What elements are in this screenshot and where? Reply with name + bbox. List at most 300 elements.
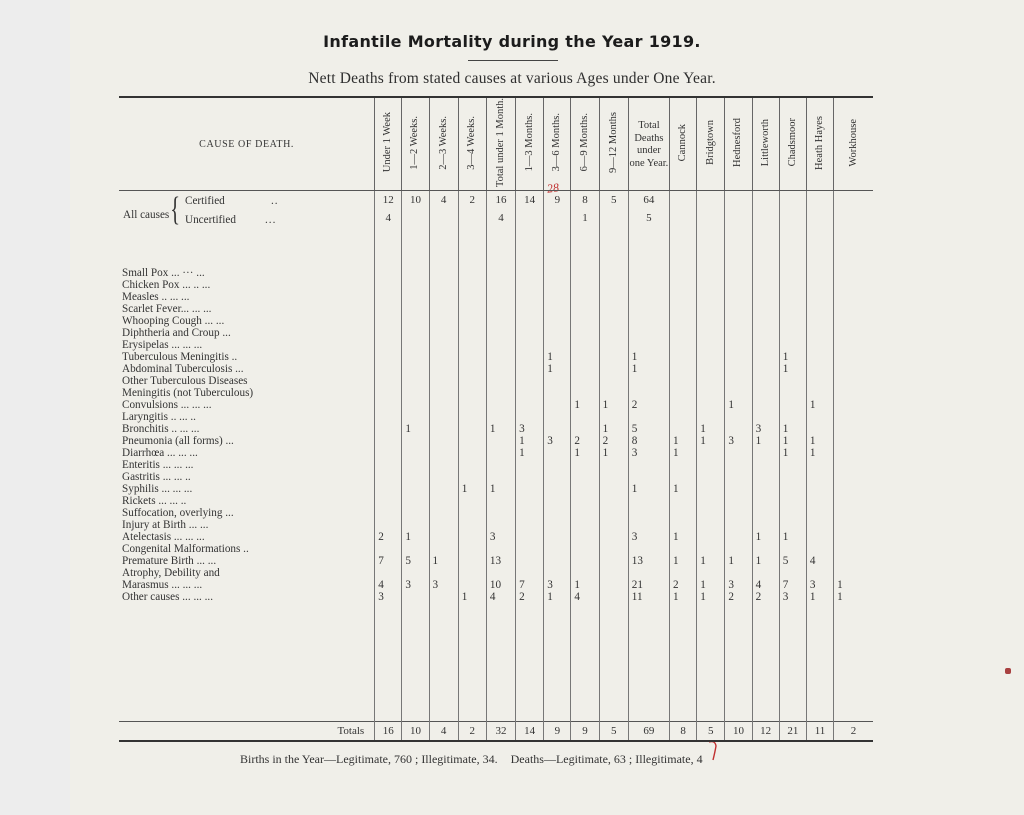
cause-value — [516, 363, 543, 375]
value-column — [599, 251, 628, 722]
certified-value — [697, 191, 724, 209]
cause-value — [430, 399, 458, 411]
cause-value — [629, 267, 669, 279]
cause-value: 7 — [782, 579, 789, 592]
cause-value — [834, 375, 873, 387]
cause-value — [430, 483, 458, 495]
district-column-header — [670, 97, 697, 191]
cause-value — [430, 387, 458, 399]
cause-value — [516, 495, 543, 507]
cause-value — [571, 531, 598, 543]
cause-value: 2 — [673, 579, 679, 592]
cause-value: 1 — [574, 399, 581, 412]
cause-value — [753, 543, 779, 555]
cause-value — [402, 339, 428, 351]
cause-value — [459, 279, 486, 291]
cause-value: 1 — [782, 351, 789, 364]
cause-value: 1 — [837, 591, 843, 604]
age-column-header — [458, 97, 486, 191]
cause-value — [780, 543, 806, 555]
cause-value: 1 — [837, 579, 843, 592]
cause-value — [725, 483, 751, 495]
cause-value — [697, 315, 724, 327]
cause-value — [697, 471, 724, 483]
cause-value — [571, 279, 598, 291]
cause-label: Tuberculous Meningitis .. — [122, 351, 238, 364]
cause-value — [753, 363, 779, 375]
cause-value — [430, 471, 458, 483]
cause-value — [487, 339, 515, 351]
cause-value — [487, 447, 515, 459]
cause-value: 4 — [574, 591, 581, 604]
certified-value: 2 — [469, 194, 476, 207]
cause-value: 1 — [574, 579, 581, 592]
cause-value — [544, 327, 570, 339]
cause-value — [807, 519, 833, 531]
cause-value — [670, 399, 696, 411]
cause-value — [670, 315, 696, 327]
cause-value — [670, 375, 696, 387]
uncertified-value: 1 — [582, 212, 588, 225]
cause-value — [780, 567, 806, 579]
cause-value — [459, 339, 486, 351]
cause-value: 1 — [782, 423, 789, 436]
cause-value — [571, 543, 598, 555]
cause-value — [487, 543, 515, 555]
total-value: 21 — [779, 722, 806, 742]
cause-value — [780, 315, 806, 327]
certified-value: 16 — [495, 194, 507, 207]
district-column-label: Hednesford — [732, 118, 744, 168]
cause-value — [430, 327, 458, 339]
cause-value — [459, 399, 486, 411]
value-column — [458, 251, 486, 722]
cause-value — [544, 423, 570, 435]
age-column-label: Total under 1 Month. — [494, 98, 506, 188]
cause-value: 1 — [405, 531, 411, 544]
cause-value — [600, 363, 628, 375]
cause-value — [544, 267, 570, 279]
value-column — [375, 251, 402, 722]
cause-value — [670, 567, 696, 579]
cause-value — [430, 591, 458, 603]
cause-value — [670, 267, 696, 279]
cause-value — [725, 459, 751, 471]
cause-value — [780, 399, 806, 411]
cause-label: Small Pox ... ··· ... — [122, 267, 205, 280]
cause-value — [430, 363, 458, 375]
cause-value — [487, 303, 515, 315]
cause-value — [753, 567, 779, 579]
cause-value: 7 — [519, 579, 525, 592]
cause-value — [629, 327, 669, 339]
district-column-label: Bridgtown — [704, 120, 716, 165]
cause-value — [459, 375, 486, 387]
cause-value — [516, 279, 543, 291]
cause-value — [753, 471, 779, 483]
cause-value — [834, 303, 873, 315]
cause-value — [544, 387, 570, 399]
cause-value — [571, 411, 598, 423]
cause-value — [697, 363, 724, 375]
cause-value — [430, 279, 458, 291]
age-column-header — [516, 97, 544, 191]
cause-value: 1 — [461, 483, 468, 496]
cause-value: 1 — [673, 435, 679, 448]
cause-value — [753, 459, 779, 471]
cause-value — [725, 471, 751, 483]
age-column-label: 3—6 Months. — [551, 113, 563, 172]
all-causes-value-cell — [402, 191, 429, 252]
cause-value: 1 — [673, 591, 679, 604]
cause-value — [725, 375, 751, 387]
cause-value — [430, 495, 458, 507]
cause-value — [670, 543, 696, 555]
cause-value — [807, 567, 833, 579]
district-column-label: Chadsmoor — [786, 118, 798, 167]
cause-value: 1 — [631, 483, 638, 496]
value-column — [429, 251, 458, 722]
total-value: 12 — [752, 722, 779, 742]
cause-value — [629, 291, 669, 303]
cause-value — [780, 339, 806, 351]
cause-value: 1 — [728, 399, 734, 412]
district-column-header — [834, 97, 873, 191]
cause-value: 1 — [574, 447, 581, 460]
cause-value — [487, 507, 515, 519]
births-summary: Births in the Year—Legitimate, 760 ; Illegitimate, 34. — [240, 752, 498, 766]
value-column — [725, 251, 752, 722]
cause-value — [600, 507, 628, 519]
cause-value — [697, 519, 724, 531]
cause-value — [430, 291, 458, 303]
district-column-label: Cannock — [677, 123, 689, 162]
cause-value — [402, 519, 428, 531]
cause-value — [600, 483, 628, 495]
cause-value — [834, 327, 873, 339]
cause-value — [670, 387, 696, 399]
cause-value — [487, 471, 515, 483]
cause-value — [697, 483, 724, 495]
cause-value — [402, 279, 428, 291]
cause-value — [571, 375, 598, 387]
all-causes-value-cell — [725, 191, 752, 252]
cause-value — [834, 531, 873, 543]
cause-value — [375, 519, 401, 531]
cause-value — [600, 459, 628, 471]
cause-value — [780, 411, 806, 423]
cause-value — [459, 447, 486, 459]
all-causes-value-cell — [670, 191, 697, 252]
district-column-header — [697, 97, 725, 191]
cause-value — [670, 279, 696, 291]
cause-value — [571, 555, 598, 567]
cause-value — [600, 543, 628, 555]
document-title: Infantile Mortality during the Year 1919. — [323, 32, 701, 51]
cause-value: 4 — [755, 579, 762, 592]
total-value: 5 — [697, 722, 725, 742]
cause-value — [402, 315, 428, 327]
age-column-header — [571, 97, 599, 191]
cause-value: 1 — [700, 555, 706, 568]
cause-value — [753, 303, 779, 315]
cause-value — [430, 423, 458, 435]
certified-value — [807, 191, 833, 209]
brace-symbol: { — [170, 191, 181, 229]
cause-value — [670, 519, 696, 531]
cause-value — [516, 567, 543, 579]
cause-value — [697, 267, 724, 279]
cause-value — [571, 459, 598, 471]
cause-value — [516, 375, 543, 387]
cause-value — [375, 411, 401, 423]
uncertified-value — [430, 209, 458, 227]
cause-label: Suffocation, overlying ... — [122, 507, 234, 520]
cause-value — [629, 471, 669, 483]
cause-value — [753, 315, 779, 327]
cause-value: 3 — [755, 423, 762, 436]
cause-value — [459, 471, 486, 483]
cause-value — [459, 303, 486, 315]
cause-value — [629, 495, 669, 507]
cause-value — [670, 291, 696, 303]
cause-value — [430, 351, 458, 363]
cause-value — [807, 363, 833, 375]
document-subtitle: Nett Deaths from stated causes at various Ages under One Year. — [308, 70, 716, 87]
cause-value — [544, 339, 570, 351]
total-value: 9 — [544, 722, 571, 742]
cause-value — [487, 387, 515, 399]
total-value: 4 — [429, 722, 458, 742]
cause-value — [487, 399, 515, 411]
cause-value — [544, 519, 570, 531]
total-value: 9 — [571, 722, 599, 742]
cause-value — [375, 303, 401, 315]
cause-value: 1 — [519, 447, 525, 460]
cause-label: Other causes ... ... ... — [122, 591, 214, 604]
cause-value — [600, 315, 628, 327]
cause-value: 1 — [461, 591, 468, 604]
cause-value: 3 — [519, 423, 525, 436]
cause-value: 5 — [782, 555, 789, 568]
total-deaths-label: Total Deaths under one Year. — [629, 120, 669, 169]
cause-value — [430, 459, 458, 471]
cause-value — [600, 303, 628, 315]
cause-value — [780, 507, 806, 519]
cause-value: 1 — [405, 423, 411, 436]
cause-value — [402, 411, 428, 423]
uncertified-value — [780, 209, 806, 227]
cause-value: 3 — [809, 579, 816, 592]
cause-value — [753, 411, 779, 423]
cause-value — [600, 567, 628, 579]
cause-value — [753, 507, 779, 519]
cause-value — [629, 339, 669, 351]
cause-value: 3 — [405, 579, 411, 592]
title-rule — [468, 60, 558, 61]
cause-value — [807, 495, 833, 507]
cause-value — [807, 411, 833, 423]
cause-value: 1 — [809, 399, 816, 412]
cause-label: Gastritis ... ... .. — [122, 471, 191, 484]
cause-value — [430, 411, 458, 423]
cause-value — [487, 315, 515, 327]
cause-value — [807, 291, 833, 303]
cause-value: 1 — [755, 435, 762, 448]
cause-label: Chicken Pox ... .. ... — [122, 279, 211, 292]
all-causes-value-cell — [544, 191, 571, 252]
uncertified-value: 5 — [646, 212, 652, 225]
cause-value — [629, 567, 669, 579]
certified-value: 5 — [610, 194, 617, 207]
cause-label: Injury at Birth ... ... — [122, 519, 209, 532]
cause-value — [670, 363, 696, 375]
cause-value — [600, 519, 628, 531]
age-column-header — [486, 97, 515, 191]
cause-label: Erysipelas ... ... ... — [122, 339, 203, 352]
cause-value — [402, 543, 428, 555]
cause-value — [487, 495, 515, 507]
cause-value: 2 — [602, 435, 609, 448]
cause-value — [375, 399, 401, 411]
cause-value — [753, 339, 779, 351]
cause-value — [402, 459, 428, 471]
total-value: 32 — [486, 722, 515, 742]
cause-value — [600, 591, 628, 603]
cause-value — [600, 555, 628, 567]
cause-value — [697, 291, 724, 303]
cause-value — [430, 543, 458, 555]
cause-value: 1 — [700, 591, 706, 604]
cause-value — [430, 315, 458, 327]
cause-value — [807, 279, 833, 291]
cause-value — [402, 387, 428, 399]
cause-value — [459, 351, 486, 363]
cause-value — [375, 291, 401, 303]
cause-value — [600, 531, 628, 543]
cause-value — [544, 567, 570, 579]
cause-value: 1 — [432, 555, 439, 568]
cause-value — [807, 483, 833, 495]
cause-value — [571, 315, 598, 327]
cause-value — [600, 291, 628, 303]
cause-value — [375, 279, 401, 291]
cause-value — [571, 267, 598, 279]
total-value: 16 — [375, 722, 402, 742]
uncertified-value — [670, 209, 696, 227]
cause-value — [725, 351, 751, 363]
cause-value — [834, 279, 873, 291]
cause-value — [697, 459, 724, 471]
cause-value — [544, 495, 570, 507]
total-value: 10 — [725, 722, 752, 742]
all-causes-value-cell — [779, 191, 806, 252]
cause-value: 1 — [700, 423, 706, 436]
cause-value — [697, 411, 724, 423]
cause-value: 1 — [673, 447, 679, 460]
certified-value — [670, 191, 696, 209]
cause-label: Bronchitis .. ... ... — [122, 423, 200, 436]
cause-value — [807, 531, 833, 543]
age-column-label: Under 1 Week — [382, 112, 394, 173]
uncertified-value — [807, 209, 833, 227]
uncertified-value — [725, 209, 751, 227]
cause-value: 13 — [631, 555, 643, 568]
cause-value — [459, 327, 486, 339]
cause-value — [402, 447, 428, 459]
cause-value: 1 — [602, 423, 609, 436]
total-value: 2 — [834, 722, 873, 742]
cause-label: Meningitis (not Tuberculous) — [122, 387, 254, 400]
cause-value — [670, 495, 696, 507]
cause-value — [544, 531, 570, 543]
mortality-table — [119, 96, 873, 742]
cause-label: Pneumonia (all forms) ... — [122, 435, 234, 448]
cause-value — [459, 519, 486, 531]
cause-value — [725, 567, 751, 579]
cause-label: Scarlet Fever... ... ... — [122, 303, 212, 316]
cause-value — [725, 411, 751, 423]
certified-value: 64 — [643, 194, 655, 207]
cause-value — [834, 471, 873, 483]
cause-value — [571, 567, 598, 579]
cause-value: 1 — [809, 591, 816, 604]
cause-value — [487, 267, 515, 279]
cause-value — [834, 363, 873, 375]
cause-value — [753, 519, 779, 531]
cause-value — [516, 315, 543, 327]
cause-value — [375, 567, 401, 579]
value-column — [486, 251, 515, 722]
cause-value — [780, 483, 806, 495]
cause-value — [402, 495, 428, 507]
cause-value: 1 — [602, 447, 609, 460]
cause-value — [629, 315, 669, 327]
district-column-header — [779, 97, 806, 191]
cause-label: Enteritis ... ... ... — [122, 459, 194, 472]
cause-value — [430, 375, 458, 387]
cause-label: Convulsions ... ... ... — [122, 399, 212, 412]
cause-value — [725, 387, 751, 399]
cause-value — [544, 375, 570, 387]
cause-value — [600, 387, 628, 399]
certified-value: 8 — [582, 194, 588, 207]
cause-value — [725, 279, 751, 291]
cause-value: 2 — [574, 435, 581, 448]
age-column-label: 1—3 Months. — [523, 113, 535, 172]
total-value: 11 — [806, 722, 833, 742]
value-column — [834, 251, 873, 722]
cause-value — [402, 567, 428, 579]
cause-value — [725, 267, 751, 279]
cause-value — [544, 399, 570, 411]
cause-value — [375, 339, 401, 351]
cause-value — [670, 459, 696, 471]
cause-value — [780, 471, 806, 483]
cause-value — [571, 303, 598, 315]
age-column-header — [544, 97, 571, 191]
age-column-label: 6—9 Months. — [579, 113, 590, 172]
cause-value — [807, 471, 833, 483]
cause-value — [600, 279, 628, 291]
cause-value — [571, 351, 598, 363]
cause-label: Syphilis ... ... ... — [122, 483, 193, 496]
cause-value: 1 — [673, 483, 679, 496]
cause-of-death-header: CAUSE OF DEATH. — [119, 97, 375, 191]
cause-value — [834, 567, 873, 579]
cause-label: Congenital Malformations .. — [122, 543, 249, 556]
cause-value — [544, 459, 570, 471]
